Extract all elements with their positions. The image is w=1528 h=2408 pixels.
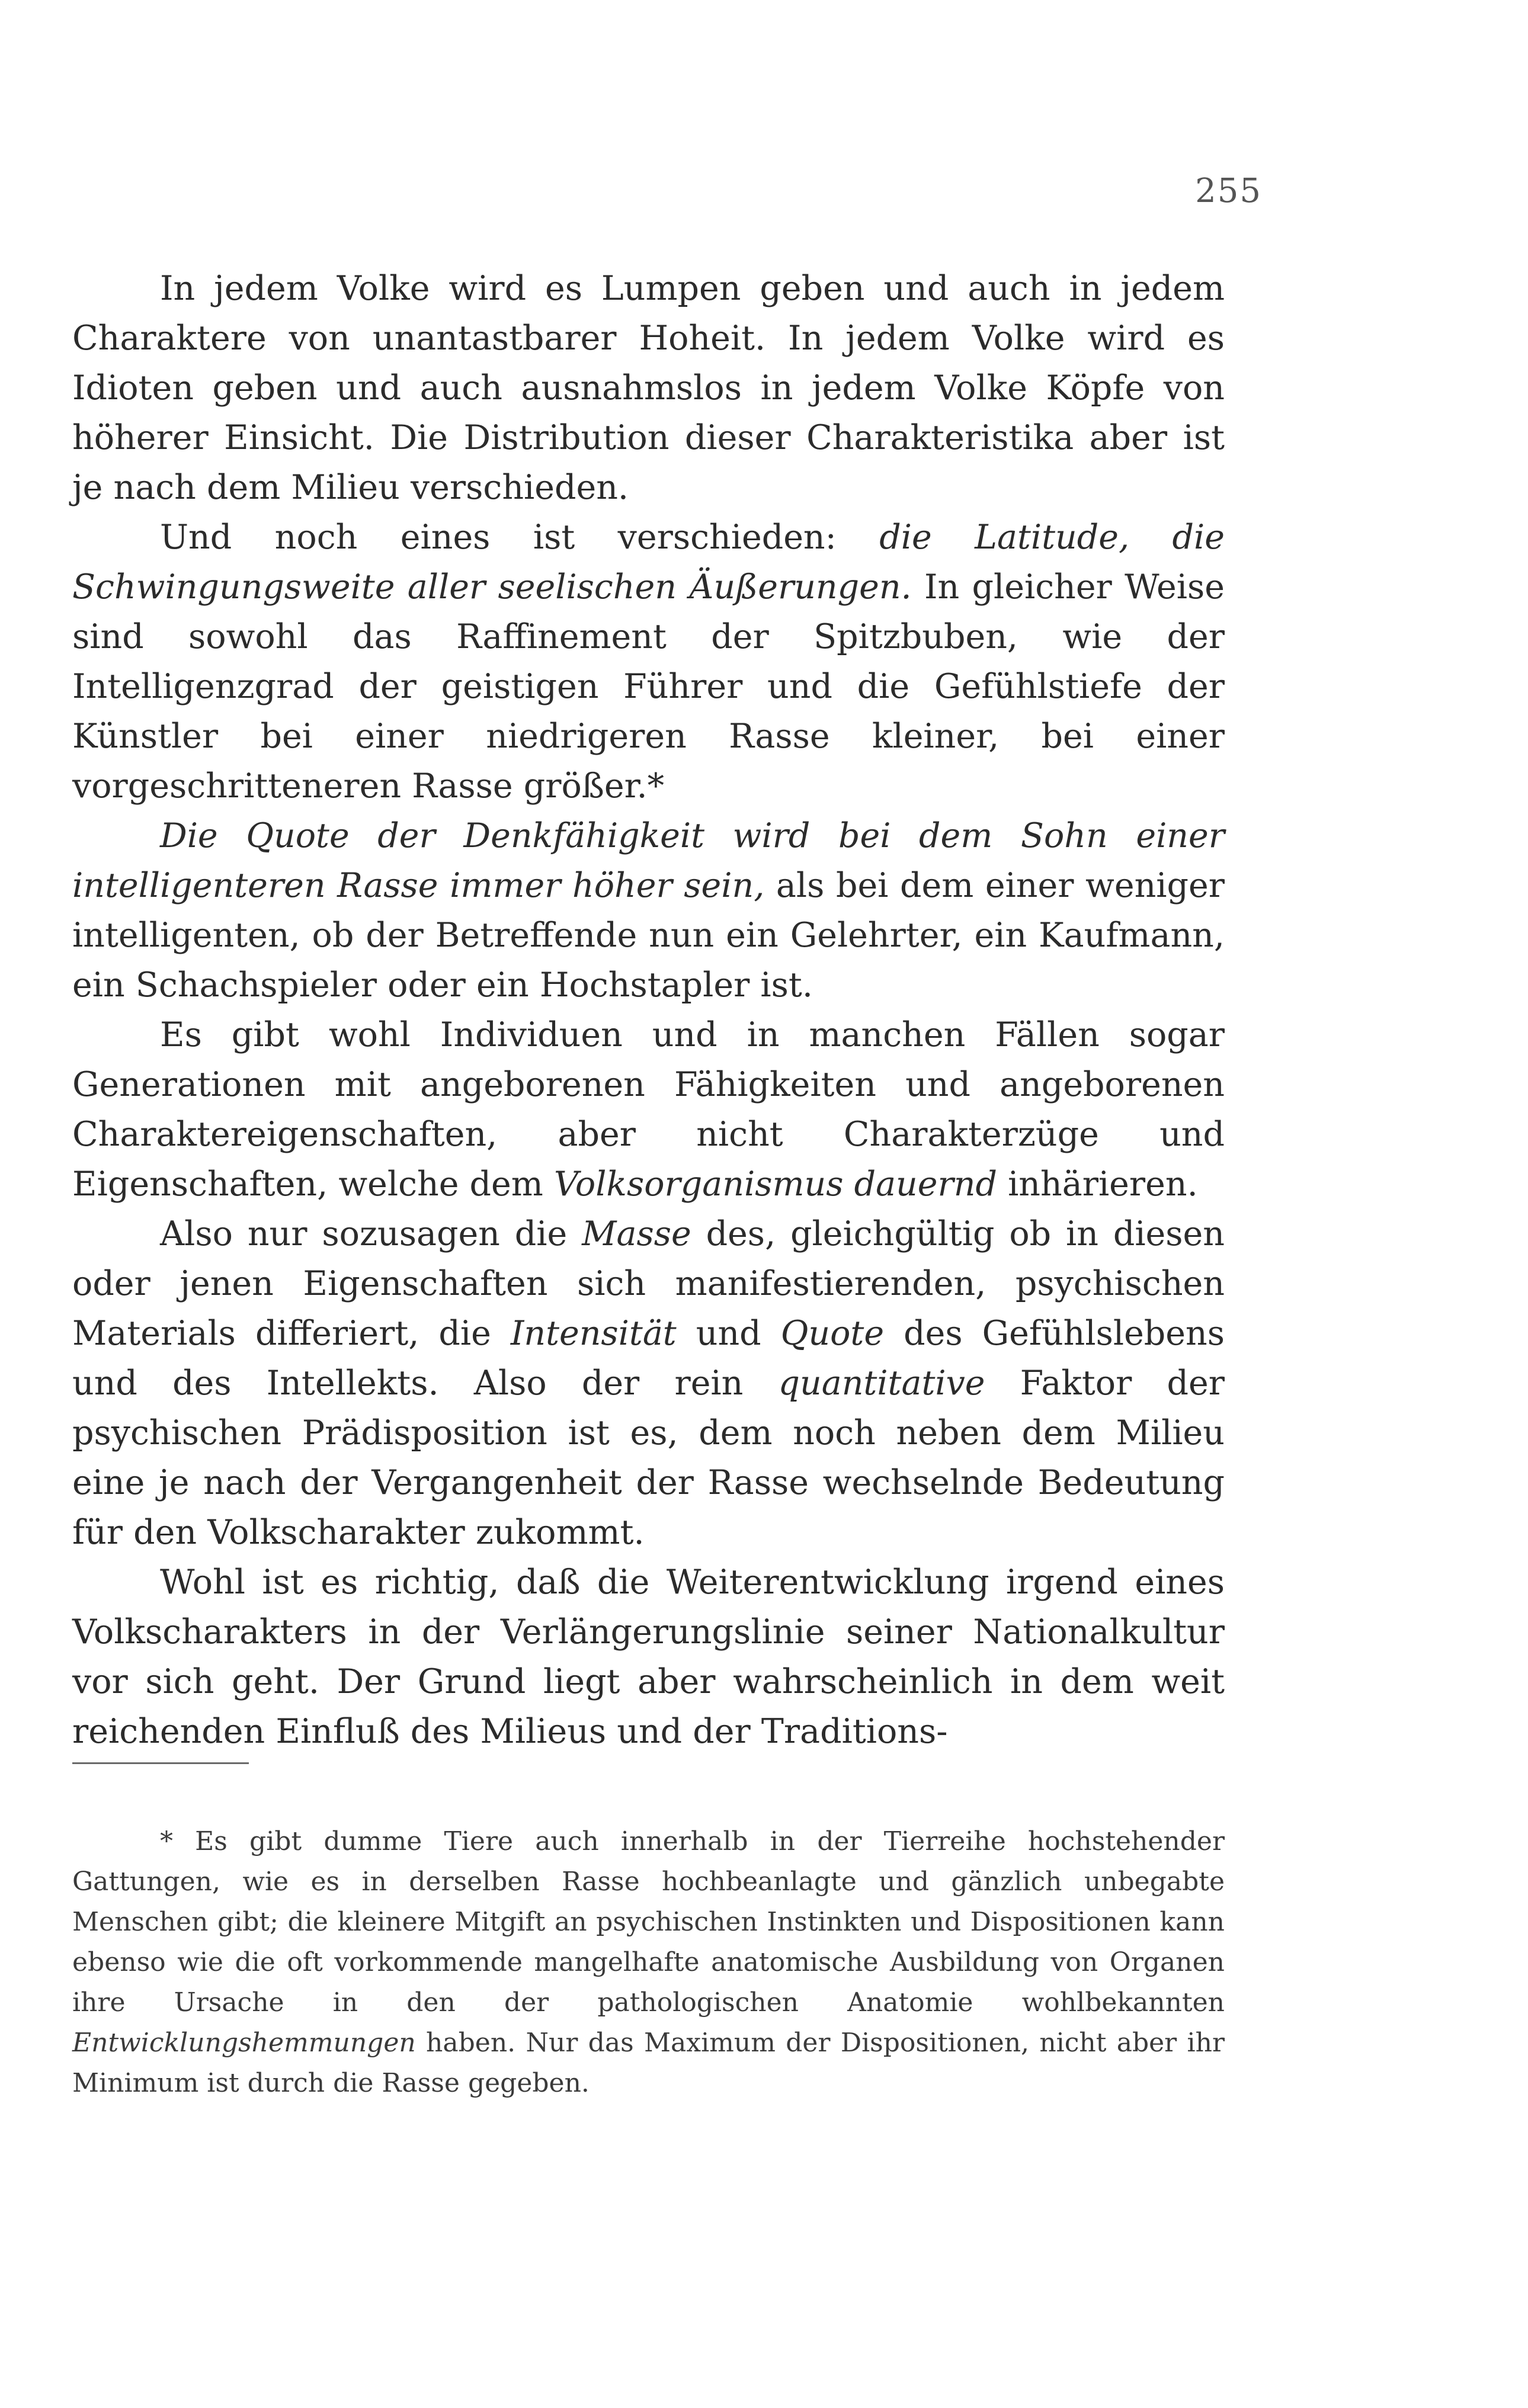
page-number: 255	[1195, 172, 1262, 210]
footnote-text: * Es gibt dumme Tiere auch innerhalb in der Tierreihe hochstehender Gattungen, wie es in derselben Rasse hochbeanlagte und gänzlich unbegabte Menschen gibt; die kleinere Mitgift an psychischen Instinkten und Dispositionen kann ebenso wie die oft vorkommende mangelhafte anatomische Ausbildung von Organen ihre Ursache in den der pathologischen Anatomie wohlbekannten	[72, 1826, 1225, 2018]
paragraph-text: des, gleichgültig ob in diesen oder jenen Eigenschaften sich manifestierenden, psychischen Materials differiert, die	[72, 1214, 1225, 1353]
paragraph	[72, 1209, 1225, 1557]
paragraph	[72, 512, 1225, 811]
paragraph	[72, 1557, 1225, 1756]
paragraph-text: In jedem Volke wird es Lumpen geben und auch in jedem Charaktere von unantastbarer Hoheit. In jedem Volke wird es Idioten geben und auch ausnahmslos in jedem Volke Köpfe von höherer Einsicht. Die Distribution dieser Charakteristika aber ist je nach dem Milieu verschieden.	[72, 269, 1225, 507]
paragraph-text: inhärieren.	[997, 1165, 1198, 1204]
paragraph-text: In gleicher Weise sind sowohl das Raffinement der Spitzbuben, wie der Intelligenzgrad der geistigen Führer und die Gefühlstiefe der Künstler bei einer niedrigeren Rasse kleiner, bei einer vorgeschritteneren Rasse größer.*	[72, 567, 1225, 806]
footnote-text: haben. Nur das Maximum der Dispositionen, nicht aber ihr Minimum ist durch die Rasse gegeben.	[72, 2028, 1225, 2098]
emphasized-text: die Latitude, die Schwingungsweite aller seelischen Äußerungen.	[72, 518, 1225, 607]
emphasized-text: Intensität	[510, 1314, 677, 1353]
paragraph-text: Also nur sozusagen die	[160, 1214, 582, 1253]
paragraph-text: Es gibt wohl Individuen und in manchen Fällen sogar Generationen mit angeborenen Fähigkeiten und angeborenen Charaktereigenschaften, aber nicht Charakterzüge und Eigenschaften, welche dem	[72, 1015, 1225, 1204]
main-text	[72, 264, 1225, 1756]
emphasized-text: Entwicklungshemmungen	[72, 2028, 416, 2058]
paragraph	[72, 264, 1225, 512]
paragraph	[72, 811, 1225, 1010]
emphasized-text: Die Quote der Denkfähigkeit wird bei dem Sohn einer intelligenteren Rasse immer höher sein,	[72, 816, 1225, 905]
emphasized-text: Volksorganismus dauernd	[553, 1165, 997, 1204]
paragraph-text: Faktor der psychischen Prädisposition ist es, dem noch neben dem Milieu eine je nach der Vergangenheit der Rasse wechselnde Bedeutung für den Volkscharakter zukommt.	[72, 1364, 1225, 1552]
paragraph-text: Wohl ist es richtig, daß die Weiterentwicklung irgend eines Volkscharakters in der Verlängerungslinie seiner Nationalkultur vor sich geht. Der Grund liegt aber wahrscheinlich in dem weit reichenden Einfluß des Milieus und der Traditions-	[72, 1563, 1225, 1751]
paragraph-text: Und noch eines ist verschieden:	[160, 518, 880, 557]
footnote-divider	[72, 1762, 249, 1764]
emphasized-text: quantitative	[778, 1364, 985, 1403]
footnote	[72, 1822, 1225, 2104]
emphasized-text: Quote	[780, 1314, 885, 1353]
paragraph	[72, 1010, 1225, 1209]
paragraph-text: als bei dem einer weniger intelligenten, ob der Betreffende nun ein Gelehrter, ein Kaufmann, ein Schachspieler oder ein Hochstapler ist.	[72, 866, 1225, 1005]
paragraph-text: des Gefühlslebens und des Intellekts. Also der rein	[72, 1314, 1225, 1403]
emphasized-text: Masse	[582, 1214, 691, 1253]
paragraph-text: und	[676, 1314, 781, 1353]
